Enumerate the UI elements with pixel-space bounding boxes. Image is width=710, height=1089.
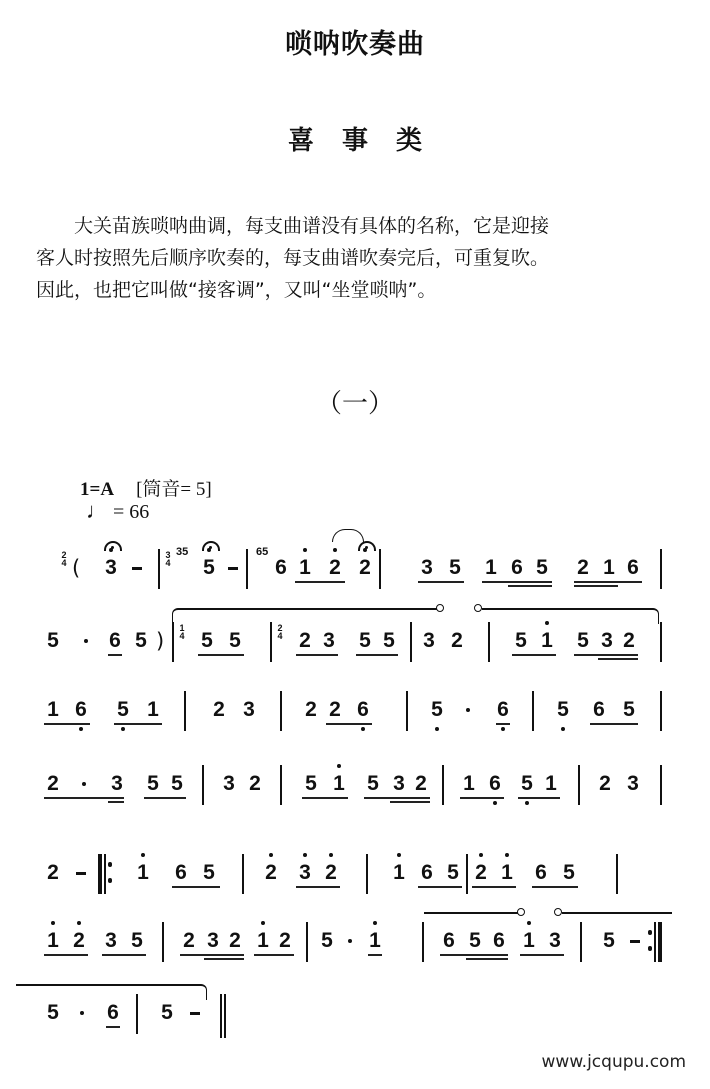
time-signature: 3 4 [165, 550, 171, 568]
volta-bracket-2-continued [16, 984, 207, 1000]
note: 1 [298, 555, 312, 581]
barline [202, 765, 204, 805]
tempo-marking [86, 498, 149, 524]
note: 3 [207, 929, 219, 952]
note: 6 [421, 861, 433, 884]
note: 1 [147, 698, 159, 721]
note: 1 [603, 556, 615, 579]
underline [296, 654, 338, 656]
barline [616, 854, 618, 894]
tube-note: [筒音= 5] [136, 479, 212, 500]
sustain-dash [630, 940, 640, 943]
barline [158, 549, 160, 589]
note: 2 [577, 556, 589, 579]
underline [482, 581, 552, 583]
underline [472, 886, 516, 888]
note: 6 [627, 556, 639, 579]
note: 1 [540, 628, 554, 654]
intro-line: 因此，也把它叫做“接客调”，又叫“坐堂唢呐”。 [36, 279, 437, 301]
underline [512, 654, 556, 656]
underline [598, 658, 638, 660]
augmentation-dot [84, 639, 88, 643]
note: 3 [549, 929, 561, 952]
underline [204, 958, 244, 960]
repeat-end-sign [648, 922, 658, 962]
underline [574, 581, 642, 583]
note: 5 [577, 629, 589, 652]
score-line-5 [42, 860, 672, 900]
underline [508, 585, 552, 587]
note: 5 [603, 929, 615, 952]
volta-end-ring [517, 908, 525, 916]
close-paren: ) [156, 629, 165, 653]
underline [172, 886, 220, 888]
note: 5 [135, 629, 147, 652]
tempo-value: = 66 [113, 501, 150, 523]
note: 5 [321, 929, 333, 952]
underline [520, 954, 564, 956]
time-signature: 2 4 [61, 550, 67, 568]
note: 1 [545, 772, 557, 795]
barline [280, 691, 282, 731]
underline [356, 654, 398, 656]
note: 2 [329, 698, 341, 721]
note: 5 [47, 629, 59, 652]
note: 2 [599, 772, 611, 795]
note: 3 [421, 556, 433, 579]
barline [280, 765, 282, 805]
barline [270, 622, 272, 662]
underline [144, 797, 186, 799]
note: 6 [535, 861, 547, 884]
sustain-dash [190, 1012, 200, 1015]
volta-bracket-1 [172, 608, 441, 624]
note: 3 [323, 629, 335, 652]
augmentation-dot [466, 708, 470, 712]
barline [184, 691, 186, 731]
underline [296, 886, 340, 888]
category-char: 喜 [287, 126, 314, 156]
sustain-dash [76, 872, 86, 875]
open-paren: ( [72, 556, 81, 580]
note: 6 [443, 929, 455, 952]
note: 5 [623, 698, 635, 721]
underline [108, 801, 124, 803]
note: 1 [256, 928, 270, 954]
barline [442, 765, 444, 805]
note: 2 [47, 772, 59, 795]
note: 5 [383, 629, 395, 652]
note: 3 [298, 860, 312, 886]
note: 1 [522, 928, 536, 954]
note: 2 [451, 629, 463, 652]
note: 5 [563, 861, 575, 884]
note: 6 [511, 556, 523, 579]
intro-paragraph [36, 210, 670, 306]
note: 5 [201, 629, 213, 652]
barline [466, 854, 468, 894]
note: 3 [104, 555, 118, 581]
tie-arc [332, 529, 364, 542]
note: 1 [136, 860, 150, 886]
augmentation-dot [348, 939, 352, 943]
note: 5 [447, 861, 459, 884]
augmentation-dot [80, 1011, 84, 1015]
section-number: （一） [315, 389, 394, 419]
note: 1 [485, 556, 497, 579]
note: 5 [171, 772, 183, 795]
final-double-barline [220, 994, 228, 1038]
barline [660, 549, 662, 589]
note: 3 [423, 629, 435, 652]
barline [660, 691, 662, 731]
note: 6 [109, 629, 121, 652]
fermata-icon [104, 541, 122, 551]
note: 5 [229, 629, 241, 652]
note: 2 [183, 929, 195, 952]
volta-end-ring [436, 604, 444, 612]
volta-bracket-1 [424, 912, 520, 928]
note: 2 [415, 772, 427, 795]
note: 6 [488, 771, 502, 797]
note: 3 [627, 772, 639, 795]
underline [368, 954, 382, 956]
note: 2 [213, 698, 225, 721]
category-char: 事 [341, 126, 368, 156]
category-char: 类 [396, 126, 423, 156]
intro-line: 客人时按照先后顺序吹奏的，每支曲谱吹奏完后，可重复吹。 [36, 247, 550, 269]
note: 1 [332, 771, 346, 797]
note: 3 [243, 698, 255, 721]
note: 3 [111, 772, 123, 795]
note: 5 [520, 771, 534, 797]
fermata-icon [202, 541, 220, 551]
underline [390, 801, 430, 803]
score-line-4 [42, 771, 672, 811]
note: 2 [358, 555, 372, 581]
barline [660, 622, 662, 662]
note: 2 [229, 929, 241, 952]
barline [242, 854, 244, 894]
note: 2 [324, 860, 338, 886]
underline [460, 797, 504, 799]
page-title: 唢呐吹奏曲 [285, 29, 425, 60]
volta-start-ring [474, 604, 482, 612]
sustain-dash [228, 567, 238, 570]
note: 5 [536, 556, 548, 579]
note: 1 [463, 772, 475, 795]
note: 6 [356, 697, 370, 723]
barline [532, 691, 534, 731]
intro-line: 大关苗族唢呐曲调，每支曲谱没有具体的名称，它是迎接 [74, 215, 550, 237]
underline [302, 797, 348, 799]
note: 5 [469, 929, 481, 952]
note: 1 [368, 928, 382, 954]
note: 5 [367, 772, 379, 795]
barline [306, 922, 308, 962]
underline [466, 958, 508, 960]
key-signature-line [80, 474, 212, 501]
underline [326, 723, 372, 725]
underline [418, 886, 462, 888]
quarter-note-icon: ♩ [86, 498, 108, 523]
barline [246, 549, 248, 589]
underline [254, 954, 294, 956]
note: 5 [430, 697, 444, 723]
underline [198, 654, 244, 656]
note: 2 [47, 861, 59, 884]
volta-start-ring [554, 908, 562, 916]
note: 3 [105, 929, 117, 952]
underline [108, 654, 122, 656]
barline [410, 622, 412, 662]
note: 2 [249, 772, 261, 795]
time-signature: 1 4 [179, 623, 185, 641]
note: 2 [328, 555, 342, 581]
note: 5 [161, 1001, 173, 1024]
barline [366, 854, 368, 894]
note: 6 [74, 697, 88, 723]
note: 5 [449, 556, 461, 579]
barline [136, 994, 138, 1034]
note: 2 [299, 629, 311, 652]
underline [44, 723, 90, 725]
underline [532, 886, 578, 888]
note: 5 [305, 772, 317, 795]
barline [172, 622, 174, 662]
underline [364, 797, 430, 799]
grace-notes: 35 [176, 546, 189, 558]
barline [580, 922, 582, 962]
fermata-icon [358, 541, 376, 551]
underline [180, 954, 244, 956]
score-line-2 [42, 623, 672, 668]
note: 6 [496, 697, 510, 723]
note: 5 [116, 697, 130, 723]
category-heading [0, 120, 710, 157]
underline [44, 954, 88, 956]
underline [418, 581, 464, 583]
score-line-7 [42, 1000, 672, 1040]
note: 1 [46, 928, 60, 954]
underline [295, 581, 345, 583]
barline [578, 765, 580, 805]
score-line-6 [42, 928, 672, 968]
barline [379, 549, 381, 589]
note: 2 [474, 860, 488, 886]
score-line-1 [42, 546, 672, 595]
barline [406, 691, 408, 731]
volta-bracket-2 [482, 608, 659, 624]
note: 1 [47, 698, 59, 721]
sustain-dash [132, 567, 142, 570]
augmentation-dot [82, 782, 86, 786]
score-line-3 [42, 697, 672, 737]
note: 2 [279, 929, 291, 952]
key-signature: 1=A [80, 479, 115, 500]
note: 5 [131, 929, 143, 952]
note: 6 [175, 861, 187, 884]
grace-notes: 65 [256, 546, 269, 558]
underline [106, 1026, 120, 1028]
note: 2 [72, 928, 86, 954]
note: 6 [493, 929, 505, 952]
repeat-start-sign [98, 854, 108, 894]
note: 2 [623, 629, 635, 652]
watermark: www.jcqupu.com [541, 1052, 686, 1072]
underline [114, 723, 162, 725]
underline [574, 654, 638, 656]
barline [660, 765, 662, 805]
underline [102, 954, 146, 956]
note: 6 [593, 698, 605, 721]
underline [574, 585, 618, 587]
note: 3 [601, 629, 613, 652]
note: 6 [107, 1001, 119, 1024]
note: 2 [305, 698, 317, 721]
note: 6 [275, 556, 287, 579]
underline [440, 954, 508, 956]
note: 3 [223, 772, 235, 795]
note: 1 [392, 860, 406, 886]
note: 5 [359, 629, 371, 652]
underline [44, 797, 124, 799]
barline [422, 922, 424, 962]
barline [162, 922, 164, 962]
note: 5 [556, 697, 570, 723]
note: 5 [147, 772, 159, 795]
note: 3 [393, 772, 405, 795]
note: 2 [264, 860, 278, 886]
note: 5 [47, 1001, 59, 1024]
barline [488, 622, 490, 662]
note: 1 [500, 860, 514, 886]
underline [590, 723, 638, 725]
underline [518, 797, 560, 799]
underline [496, 723, 510, 725]
note: 5 [202, 555, 216, 581]
note: 5 [203, 861, 215, 884]
time-signature: 2 4 [277, 623, 283, 641]
note: 5 [515, 629, 527, 652]
